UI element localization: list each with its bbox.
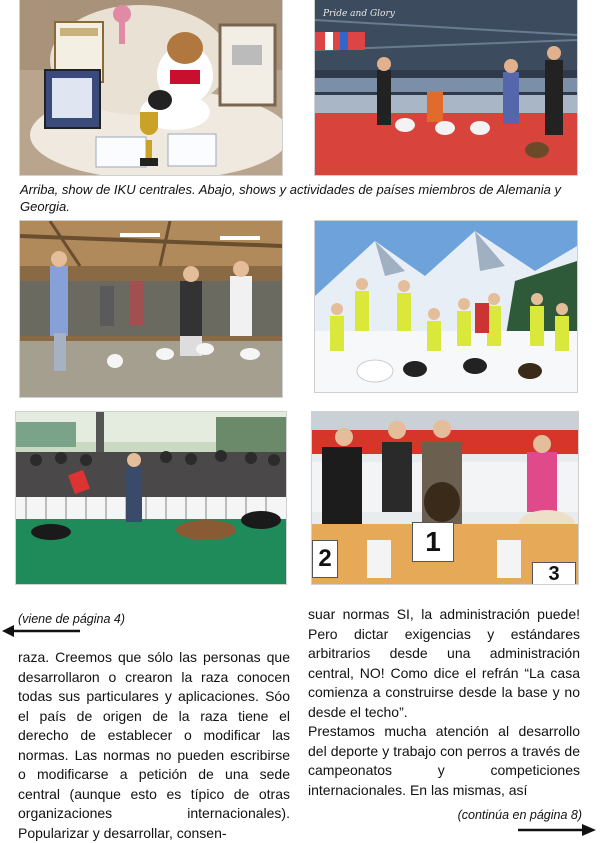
podium-number-first: 1 (412, 522, 454, 562)
right-text-column (308, 605, 580, 800)
arrow-left-icon (2, 624, 82, 638)
right-column-paragraph-2: Prestamos mucha atención al desarrollo del deporte y trabajo con perros a través de campeonatos y competiciones internacionales. En las mismas, así (308, 723, 580, 798)
photo-mountain-event (315, 221, 577, 392)
photo-show-ring (315, 0, 577, 175)
from-page-note: (viene de página 4) (18, 612, 126, 626)
continues-note: (continúa en página 8) (457, 808, 582, 822)
arrow-right-icon (516, 823, 596, 837)
left-column-text: raza. Creemos que sólo las personas que desarrollaron o crearon la raza conocen todas sus particulares y aplicaciones. Sóo el país de origen de la raza tiene el derecho de establecer o modificar las normas. Las normas no pueden escribirse o modificarse a petición de una sede central (aunque esto es típico de otras organizaciones internacionales). Popularizar y desarrollar, consen- (18, 649, 290, 841)
photo-puppy-diplomas (20, 0, 282, 175)
photo-caption: Arriba, show de IKU centrales. Abajo, shows y actividades de países miembros de Alemania y Georgia. (20, 182, 561, 214)
photo-indoor-show (20, 221, 282, 397)
photo-outdoor-show (16, 412, 286, 584)
podium-number-third: 3 (532, 562, 576, 584)
right-column-paragraph-1: suar normas SI, la administración puede! Pero dictar exigencias y estándares arbitrarios desde una administración central, NO! Como dice el refrán “La casa comienza a construirse desde la base y no desde el techo”. (308, 606, 580, 720)
photo-podium-awards (312, 412, 578, 584)
podium-number-second: 2 (312, 540, 338, 578)
photo-watermark: Pride and Glory (323, 9, 395, 19)
left-text-column (18, 648, 290, 843)
